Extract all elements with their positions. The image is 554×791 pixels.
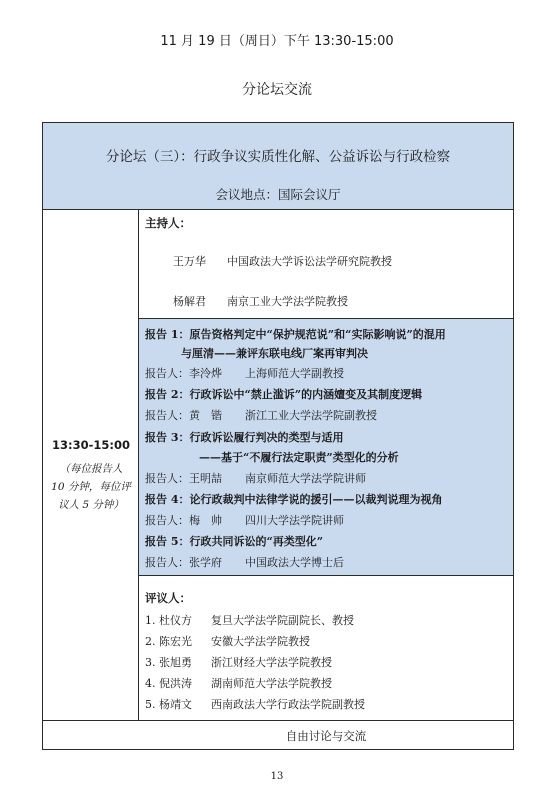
section-title: 分论坛交流 [242,82,312,98]
time-range: 13:30-15:00 [52,438,130,452]
reporter-name: 张学府 [189,556,222,569]
reporter-affiliation: 中国政法大学博士后 [245,556,344,569]
reporter-affiliation: 浙江工业大学法学院副教授 [245,409,377,422]
reporter [145,512,344,528]
reporter-name: 李泠烨 [189,367,222,380]
reviewer [145,633,310,649]
forum-title: 分论坛（三）：行政争议实质性化解、公益诉讼与行政检察 [105,149,451,165]
report-title-text: 行政诉讼履行判决的类型与适用 [189,431,344,444]
reviewer [145,696,365,712]
reporter-name: 王明喆 [189,472,222,485]
report-label: 报告 4： [145,493,190,506]
hosts-section [139,209,513,319]
time-cell [43,209,139,720]
report-title-cont: ——基于“不履行法定职责”类型化的分析 [199,451,399,464]
reviewer-title: 湖南师范大学法学院教授 [211,677,332,690]
hosts-label: 主持人： [145,216,191,230]
reporter-label: 报告人： [145,367,189,380]
forum-header [43,123,513,210]
reviewer-name: 陈宏光 [159,635,192,648]
discussion-row [43,720,513,749]
report-label: 报告 2： [145,388,190,401]
report-title-text: 论行政裁判中法律学说的援引——以裁判说理为视角 [189,493,443,506]
reviewer-number: 1. [145,614,156,627]
reporter-affiliation: 南京师范大学法学院讲师 [245,472,366,485]
forum-venue: 会议地点：国际会议厅 [215,187,341,202]
date-line: 11 月 19 日（周日）下午 13:30-15:00 [160,34,394,49]
host-person [173,253,392,269]
reviewer-title: 复旦大学法学院副院长、教授 [211,614,354,627]
reviewer-name: 杨靖文 [159,698,192,711]
reporter [145,554,344,570]
time-note-line: 10 分钟，每位评 [51,481,131,493]
reporter-label: 报告人： [145,409,189,422]
reports-section [139,319,513,576]
time-note-line: （每位报告人 [59,463,123,475]
reporter-affiliation: 上海师范大学副教授 [245,367,344,380]
discussion-text: 自由讨论与交流 [285,729,367,743]
reviewer-title: 浙江财经大学法学院教授 [211,656,332,669]
report-label: 报告 3： [145,431,190,444]
reviewer [145,612,354,628]
host-name: 王万华 [173,255,206,268]
report-title [145,429,343,445]
reviewer-number: 3. [145,656,156,669]
reviewers-label: 评议人： [145,591,191,605]
report-title-text: 行政共同诉讼的“再类型化” [189,535,324,548]
reporter [145,407,377,423]
reviewer-name: 张旭勇 [159,656,192,669]
reporter [145,365,344,381]
reporter-name: 黄 锴 [189,409,222,422]
reviewer-title: 西南政法大学行政法学院副教授 [211,698,365,711]
reporter-name: 梅 帅 [189,514,222,527]
host-name: 杨解君 [173,295,206,308]
reviewer-name: 杜仪方 [159,614,192,627]
host-person [173,293,348,309]
report-title [145,491,442,507]
reviewer-name: 倪洪涛 [159,677,192,690]
schedule-table [42,122,514,750]
reviewer-number: 4. [145,677,156,690]
host-title: 南京工业大学法学院教授 [227,295,348,308]
reviewers-section [139,576,513,720]
reviewer [145,654,332,670]
report-title [145,386,422,402]
report-title [145,533,323,549]
time-note-line: 议人 5 分钟） [58,499,124,511]
report-title-cont: 与厘清——兼评东联电线厂案再审判决 [181,347,368,360]
report-title-text: 原告资格判定中“保护规范说”和“实际影响说”的混用 [189,328,446,341]
report-title-text: 行政诉讼中“禁止滥诉”的内涵嬗变及其制度逻辑 [189,388,423,401]
reviewer-title: 安徽大学法学院教授 [211,635,310,648]
host-title: 中国政法大学诉讼法学研究院教授 [227,255,392,268]
reporter-label: 报告人： [145,514,189,527]
reviewer-number: 2. [145,635,156,648]
time-note [47,460,135,514]
reporter [145,470,366,486]
reviewer [145,675,332,691]
report-title [145,326,446,342]
report-label: 报告 1： [145,328,190,341]
reporter-affiliation: 四川大学法学院讲师 [245,514,344,527]
page-number: 13 [270,771,284,782]
report-label: 报告 5： [145,535,190,548]
reporter-label: 报告人： [145,556,189,569]
reporter-label: 报告人： [145,472,189,485]
reviewer-number: 5. [145,698,156,711]
